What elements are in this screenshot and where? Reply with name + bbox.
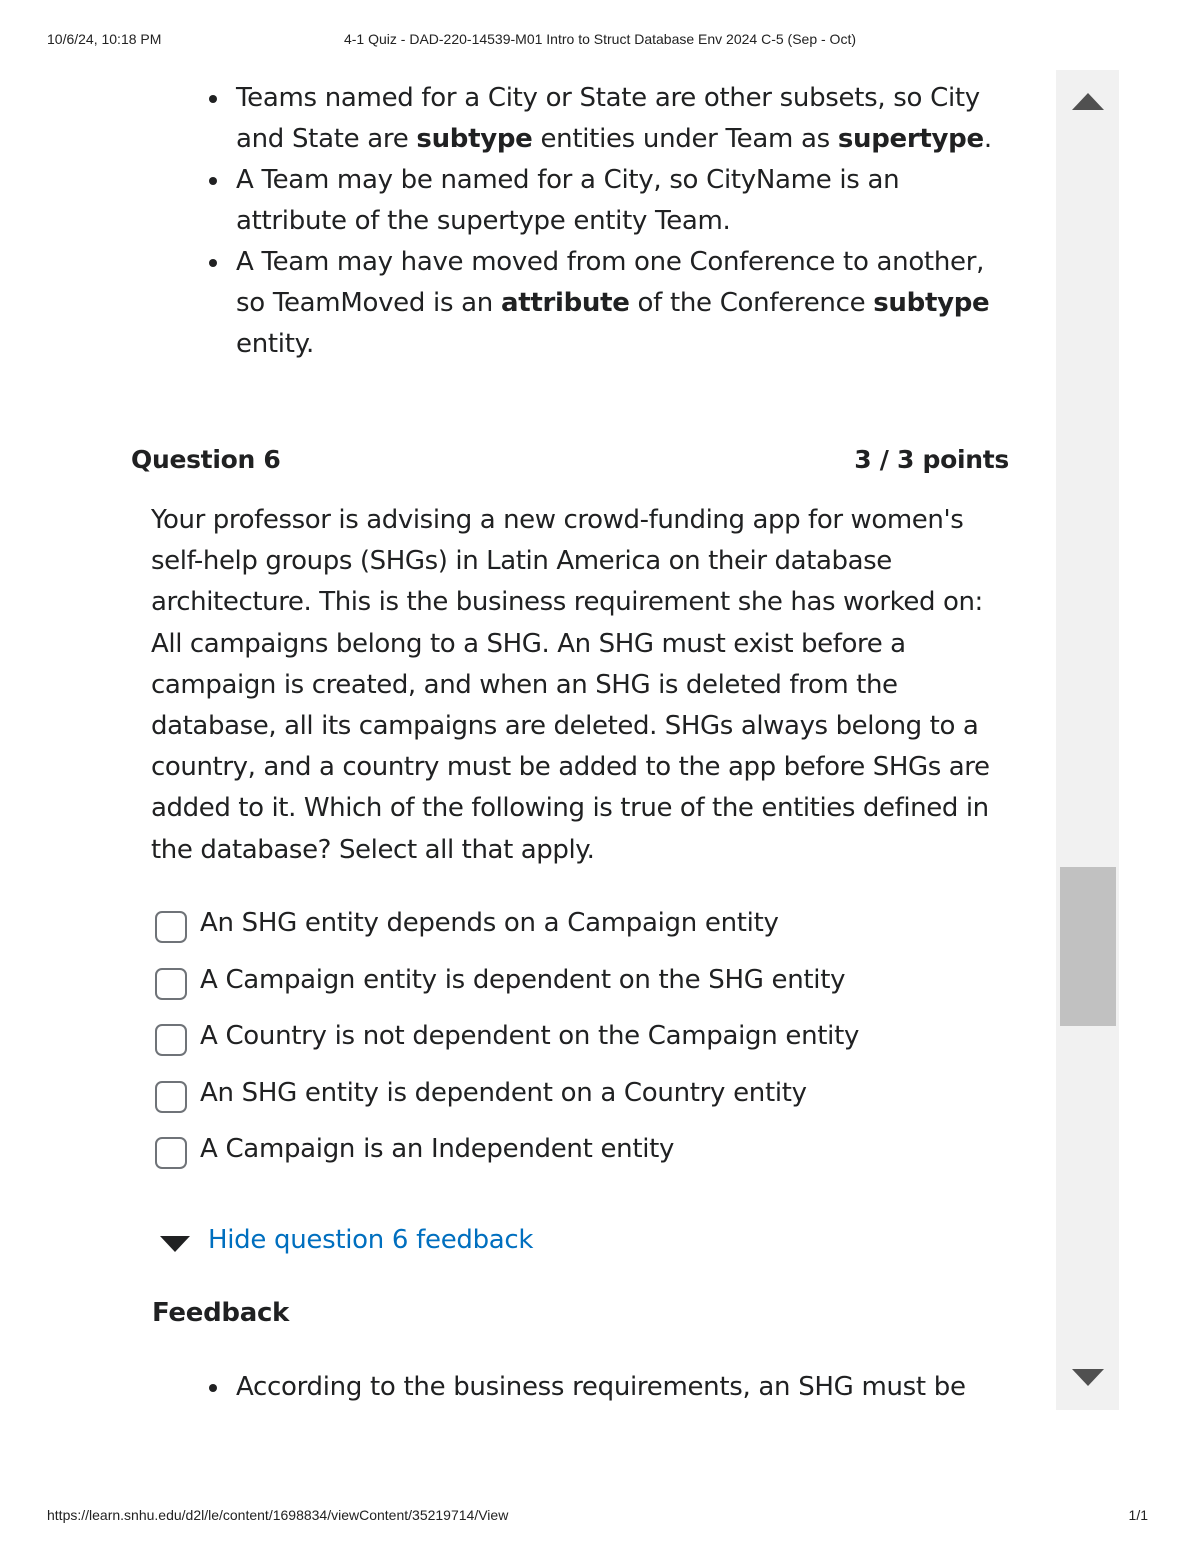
option-label: A Campaign is an Independent entity <box>200 1134 675 1164</box>
feedback-heading: Feedback <box>152 1298 290 1328</box>
text-run: According to the business requirements, an SHG must be <box>236 1372 966 1402</box>
text-run: entities under Team as <box>532 124 838 154</box>
question-header <box>131 445 1009 481</box>
option-label: An SHG entity is dependent on a Country entity <box>200 1077 807 1108</box>
answer-options <box>155 905 915 1188</box>
bold-term: subtype <box>416 124 533 154</box>
answer-option[interactable] <box>155 1075 915 1132</box>
scroll-down-button[interactable] <box>1056 1350 1119 1410</box>
feedback-bullet <box>0 242 1016 365</box>
question-feedback-list <box>0 1367 1016 1408</box>
option-checkbox[interactable] <box>155 1081 187 1113</box>
bold-term: attribute <box>500 288 630 318</box>
previous-feedback-list <box>0 78 1016 365</box>
answer-option[interactable] <box>155 1018 915 1075</box>
text-run: of the Conference <box>629 288 874 318</box>
caret-down-icon[interactable] <box>160 1236 190 1252</box>
scroll-up-button[interactable] <box>1056 70 1119 130</box>
print-page-number: 1/1 <box>1128 1507 1148 1523</box>
print-page-title: 4-1 Quiz - DAD-220-14539-M01 Intro to Struct Database Env 2024 C-5 (Sep - Oct) <box>343 31 856 47</box>
option-label: An SHG entity depends on a Campaign entity <box>200 908 779 938</box>
arrow-up-icon[interactable] <box>1072 93 1104 110</box>
option-checkbox[interactable] <box>155 968 187 1000</box>
answer-option[interactable] <box>155 962 915 1019</box>
option-checkbox[interactable] <box>155 1137 187 1169</box>
option-checkbox[interactable] <box>155 911 187 943</box>
print-footer <box>0 1507 1200 1525</box>
text-run: A Team may be named for a City, so CityName is an attribute of the supertype entity Team. <box>236 165 900 236</box>
hide-feedback-link[interactable]: Hide question 6 feedback <box>208 1225 534 1255</box>
print-url: https://learn.snhu.edu/d2l/le/content/1698834/viewContent/35219714/View <box>47 1507 509 1523</box>
bold-term: supertype <box>837 124 984 154</box>
feedback-bullet <box>0 78 1016 160</box>
scrollbar[interactable] <box>1056 70 1119 1410</box>
question-text: Your professor is advising a new crowd-funding app for women's self-help groups (SHGs) in Latin America on their database architecture. This is the business requirement she has worked on: All campaigns belong to a SHG. An SHG must exist before a campaign is created, and when an SHG is deleted from the database, all its campaigns are deleted. SHGs always belong to a country, and a country must be added to the app before SHGs are added to it. Which of the following is true of the entities defined in the database? Select all that apply. <box>151 505 990 865</box>
text-run: . <box>983 124 992 154</box>
scroll-thumb[interactable] <box>1060 867 1116 1026</box>
text-run: A Team may have moved from one Conference to another, so TeamMoved is an <box>236 247 985 318</box>
feedback-bullet <box>0 1367 1016 1408</box>
text-run: Teams named for a City or State are other subsets, so City and State are <box>236 83 980 154</box>
quiz-content <box>0 70 1056 1410</box>
answer-option[interactable] <box>155 1131 915 1188</box>
bold-term: subtype <box>873 288 990 318</box>
answer-option[interactable] <box>155 905 915 962</box>
text-run: entity. <box>236 329 314 359</box>
option-label: A Campaign entity is dependent on the SHG entity <box>200 964 846 995</box>
arrow-down-icon[interactable] <box>1072 1369 1104 1386</box>
print-date: 10/6/24, 10:18 PM <box>47 31 162 47</box>
question-points: 3 / 3 points <box>854 445 1009 474</box>
option-checkbox[interactable] <box>155 1024 187 1056</box>
option-label: A Country is not dependent on the Campaign entity <box>200 1021 860 1051</box>
feedback-bullet <box>0 160 1016 242</box>
question-title: Question 6 <box>131 445 281 474</box>
print-header <box>0 31 1200 49</box>
